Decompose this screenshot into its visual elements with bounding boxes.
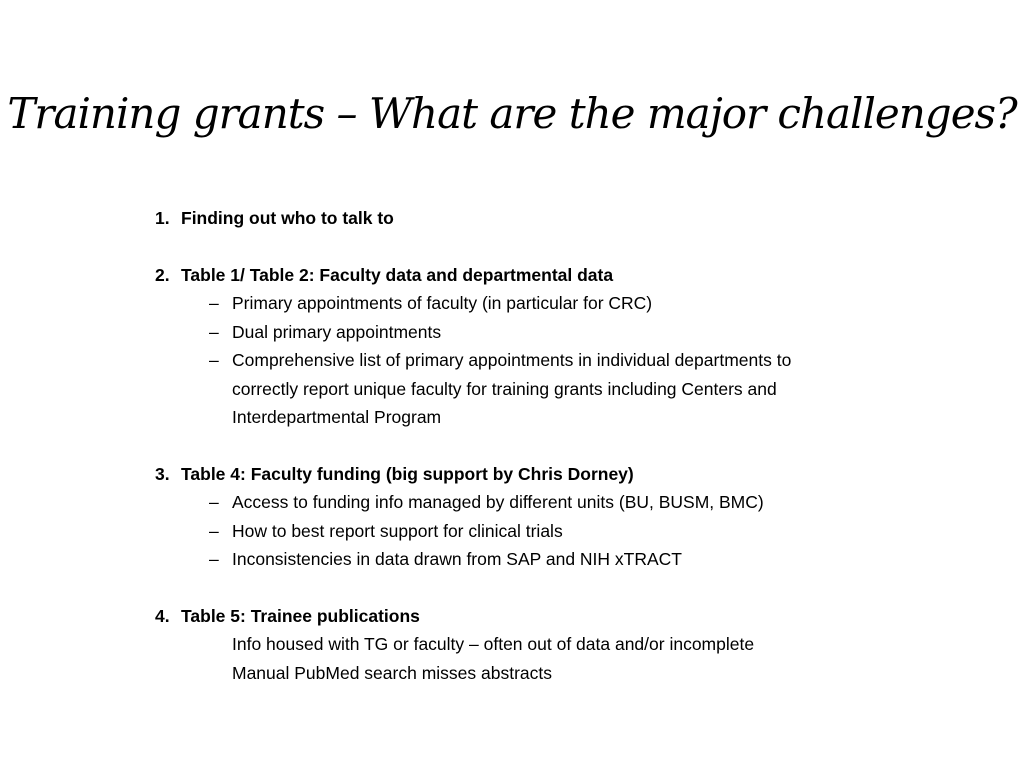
section-heading bbox=[155, 261, 995, 290]
section-4 bbox=[155, 602, 995, 688]
indented-line: Info housed with TG or faculty – often out of data and/or incomplete bbox=[232, 634, 755, 654]
section-heading-text: Table 4: Faculty funding (big support by Chris Dorney) bbox=[181, 463, 634, 484]
dash-bullet-icon: – bbox=[209, 350, 219, 370]
bullet-item bbox=[155, 517, 792, 546]
indented-line: Manual PubMed search misses abstracts bbox=[232, 662, 552, 683]
bullet-item bbox=[155, 318, 792, 347]
dash-bullet-icon: – bbox=[209, 549, 219, 569]
section-3 bbox=[155, 460, 995, 574]
slide-title: Training grants – What are the major challenges? bbox=[7, 89, 1017, 138]
section-heading-text: Finding out who to talk to bbox=[181, 208, 394, 228]
bullet-text: Dual primary appointments bbox=[232, 321, 442, 342]
bullet-item bbox=[155, 488, 792, 517]
section-number: 4. bbox=[155, 605, 170, 626]
dash-bullet-icon: – bbox=[209, 520, 219, 541]
bullet-item bbox=[155, 289, 792, 318]
section-number: 1. bbox=[155, 208, 170, 228]
bullet-text: Access to funding info managed by different units (BU, BUSM, BMC) bbox=[232, 492, 764, 512]
section-heading-text: Table 1/ Table 2: Faculty data and departmental data bbox=[181, 264, 614, 285]
slide-body bbox=[155, 204, 995, 715]
section-heading bbox=[155, 602, 995, 631]
bullet-item bbox=[155, 346, 792, 432]
section-1 bbox=[155, 204, 995, 233]
section-heading bbox=[155, 460, 995, 489]
section-2 bbox=[155, 261, 995, 432]
bullet-item bbox=[155, 545, 792, 574]
dash-bullet-icon: – bbox=[209, 492, 219, 512]
section-number: 3. bbox=[155, 463, 170, 484]
section-heading bbox=[155, 204, 995, 233]
dash-bullet-icon: – bbox=[209, 293, 219, 313]
section-number: 2. bbox=[155, 264, 170, 285]
section-heading-text: Table 5: Trainee publications bbox=[181, 605, 420, 626]
dash-bullet-icon: – bbox=[209, 321, 219, 342]
bullet-text: Comprehensive list of primary appointments in individual departments to correctly report unique faculty for training grants including Centers and Interdepartmental Program bbox=[232, 350, 792, 427]
bullet-text: Inconsistencies in data drawn from SAP and NIH xTRACT bbox=[232, 549, 683, 569]
bullet-text: How to best report support for clinical trials bbox=[232, 520, 563, 541]
bullet-text: Primary appointments of faculty (in particular for CRC) bbox=[232, 293, 653, 313]
